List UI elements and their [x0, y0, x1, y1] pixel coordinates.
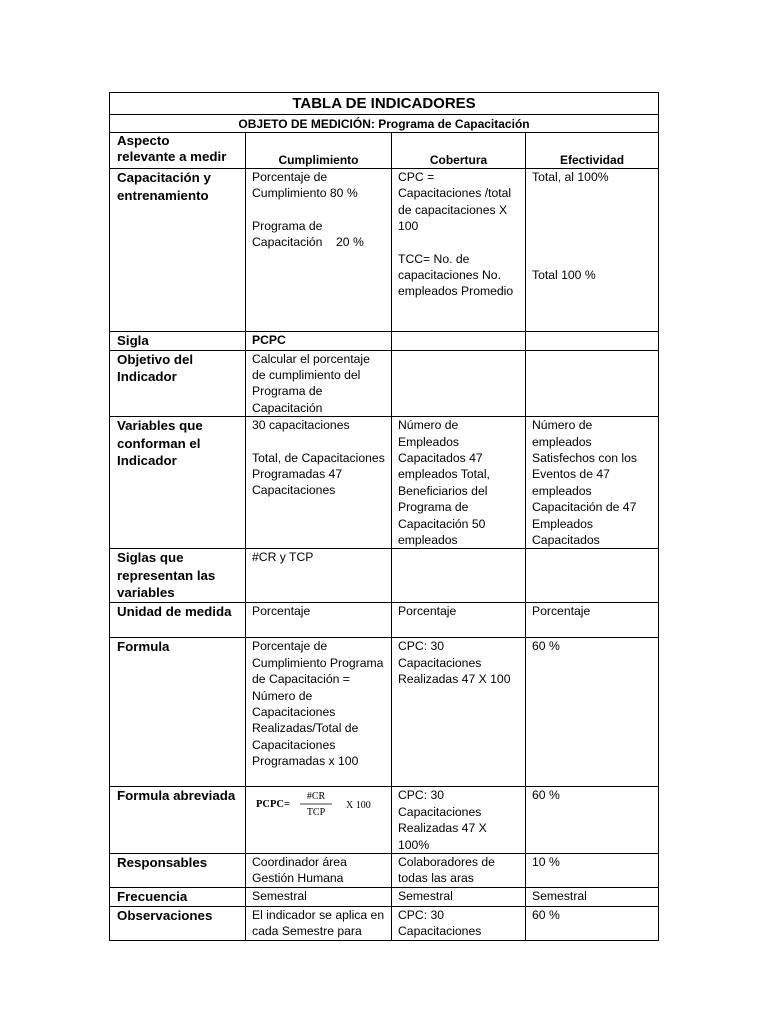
table-cell — [246, 169, 392, 332]
table-cell: 60 % — [526, 787, 659, 854]
table-cell: El indicador se aplica en cada Semestre para — [246, 906, 392, 940]
table-cell: 10 % — [526, 854, 659, 888]
table-cell: CPC: 30 Capacitaciones Realizadas 47 X 100 — [392, 638, 526, 787]
table-row — [110, 549, 659, 603]
table-row — [110, 888, 659, 907]
cell-text: CPC = Capacitaciones /total de capacitaciones X 100 — [398, 170, 512, 234]
table-cell: CPC: 30 Capacitaciones Realizadas 47 X 100% — [392, 787, 526, 854]
row-label-sigla: Sigla — [110, 332, 246, 351]
aspect-header-line2: relevante a medir — [117, 149, 227, 164]
table-cell: Porcentaje — [246, 603, 392, 638]
table-row — [110, 603, 659, 638]
title-row — [110, 93, 659, 115]
table-cell: Porcentaje de Cumplimiento Programa de Capacitación = Número de Capacitaciones Realizadas/Total de Capacitaciones Programadas x 100 — [246, 638, 392, 787]
header-row — [110, 133, 659, 169]
table-cell: 60 % — [526, 638, 659, 787]
cell-text: Total 100 % — [532, 268, 596, 283]
subtitle-row — [110, 115, 659, 133]
abbreviated-formula-cell — [246, 787, 392, 854]
table-row — [110, 906, 659, 940]
table-row — [110, 854, 659, 888]
table-cell — [526, 169, 659, 332]
formula-lhs: PCPC= — [256, 799, 290, 811]
table-cell: #CR y TCP — [246, 549, 392, 603]
row-label-frecuencia: Frecuencia — [110, 888, 246, 907]
row-label-variables: Variables que conforman el Indicador — [110, 417, 246, 549]
table-cell: Coordinador área Gestión Humana — [246, 854, 392, 888]
table-row — [110, 350, 659, 417]
table-cell: Número de Empleados Capacitados 47 empleados Total, Beneficiarios del Programa de Capacitación 50 empleados — [392, 417, 526, 549]
table-cell: Calcular el porcentaje de cumplimiento del Programa de Capacitación — [246, 350, 392, 417]
row-label-capacitacion: Capacitación y entrenamiento — [110, 169, 246, 332]
formula-multiplier: X 100 — [346, 800, 371, 812]
row-label-observaciones: Observaciones — [110, 906, 246, 940]
cell-text: Total, al 100% — [532, 170, 609, 184]
table-cell: PCPC — [246, 332, 392, 351]
formula-denominator: TCP — [306, 807, 326, 819]
table-cell — [392, 332, 526, 351]
formula-numerator: #CR — [306, 791, 326, 803]
table-cell — [526, 350, 659, 417]
cell-text: TCC= No. de capacitaciones No. empleados Promedio — [398, 251, 514, 299]
row-label-formula: Formula — [110, 638, 246, 787]
row-label-responsables: Responsables — [110, 854, 246, 888]
table-cell — [392, 169, 526, 332]
table-cell — [526, 549, 659, 603]
column-header-cumplimiento: Cumplimiento — [246, 133, 392, 169]
aspect-header — [110, 133, 246, 169]
row-label-formula-abreviada: Formula abreviada — [110, 787, 246, 854]
table-cell — [246, 417, 392, 549]
table-cell — [392, 549, 526, 603]
cell-text: Porcentaje de Cumplimiento 80 % — [252, 170, 358, 201]
table-cell: Semestral — [392, 888, 526, 907]
table-cell: Colaboradores de todas las aras — [392, 854, 526, 888]
table-row — [110, 169, 659, 332]
table-cell: Porcentaje — [392, 603, 526, 638]
aspect-header-line1: Aspecto — [117, 133, 170, 148]
table-title: TABLA DE INDICADORES — [110, 93, 659, 115]
table-row — [110, 332, 659, 351]
table-cell: Semestral — [246, 888, 392, 907]
cell-text: Total, de Capacitaciones Programadas 47 Capacitaciones — [252, 450, 385, 498]
column-header-efectividad: Efectividad — [526, 133, 659, 169]
row-label-objetivo: Objetivo del Indicador — [110, 350, 246, 417]
indicators-table — [109, 92, 659, 941]
table-cell: Número de empleados Satisfechos con los Eventos de 47 empleados Capacitación de 47 Empleados Capacitados — [526, 417, 659, 549]
column-header-cobertura: Cobertura — [392, 133, 526, 169]
table-row — [110, 638, 659, 787]
table-cell: Porcentaje — [526, 603, 659, 638]
table-cell: 60 % — [526, 906, 659, 940]
cell-text: Programa de Capacitación 20 % — [252, 218, 364, 250]
table-row — [110, 787, 659, 854]
cell-text: 30 capacitaciones — [252, 418, 350, 433]
abbreviated-formula — [254, 788, 386, 820]
table-subtitle: OBJETO DE MEDICIÓN: Programa de Capacitación — [110, 115, 659, 133]
table-row — [110, 417, 659, 549]
table-cell — [526, 332, 659, 351]
table-cell: CPC: 30 Capacitaciones — [392, 906, 526, 940]
table-cell: Semestral — [526, 888, 659, 907]
row-label-siglas-variables: Siglas que representan las variables — [110, 549, 246, 603]
row-label-unidad: Unidad de medida — [110, 603, 246, 638]
table-cell — [392, 350, 526, 417]
